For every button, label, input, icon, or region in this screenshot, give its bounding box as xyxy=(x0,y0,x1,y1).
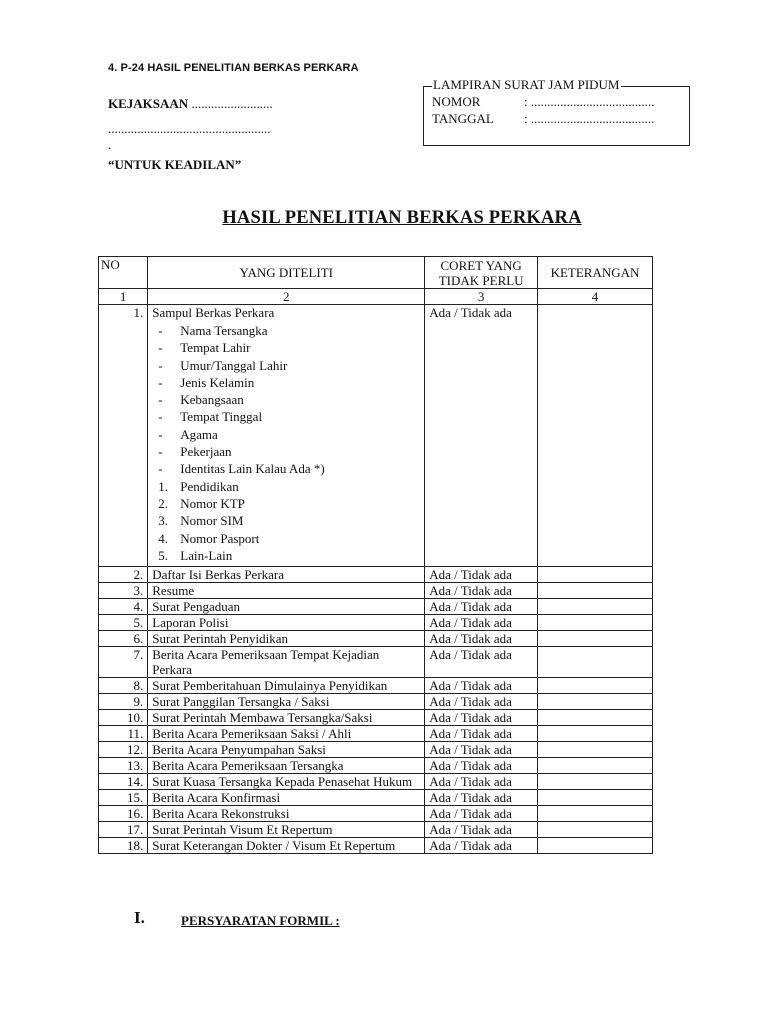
subitem-list xyxy=(152,322,420,564)
table-row xyxy=(99,774,653,790)
row-keterangan xyxy=(538,774,653,790)
lampiran-box xyxy=(423,86,690,146)
row-keterangan xyxy=(538,305,653,567)
row-number: 4. xyxy=(99,599,148,615)
header-coret: CORET YANG TIDAK PERLU xyxy=(425,257,538,289)
subitem xyxy=(152,426,420,443)
row-keterangan xyxy=(538,647,653,678)
subitem-mark: - xyxy=(158,444,163,460)
column-number: 4 xyxy=(538,289,653,305)
header-no: NO xyxy=(99,257,148,289)
row-number: 16. xyxy=(99,806,148,822)
section-label-persyaratan: PERSYARATAN FORMIL : xyxy=(181,913,340,928)
row-item xyxy=(148,305,425,567)
row-item: Surat Pengaduan xyxy=(148,599,425,615)
row-number: 14. xyxy=(99,774,148,790)
row-coret: Ada / Tidak ada xyxy=(425,758,538,774)
kejaksaan-dots: ......................... xyxy=(191,96,273,111)
row-keterangan xyxy=(538,567,653,583)
row-coret: Ada / Tidak ada xyxy=(425,567,538,583)
section-label: 4. P-24 HASIL PENELITIAN BERKAS PERKARA xyxy=(108,62,359,74)
subitem-text: Tempat Tinggal xyxy=(180,409,263,425)
row-coret: Ada / Tidak ada xyxy=(425,774,538,790)
table-row xyxy=(99,758,653,774)
subitem-mark: 5. xyxy=(158,547,169,563)
row-number: 11. xyxy=(99,726,148,742)
subitem-text: Agama xyxy=(180,426,218,442)
subitem-text: Nomor KTP xyxy=(180,495,245,511)
row-keterangan xyxy=(538,631,653,647)
row-item: Berita Acara Pemeriksaan Tempat Kejadian Perkara xyxy=(148,647,425,678)
table-row xyxy=(99,838,653,854)
motto: “UNTUK KEADILAN” xyxy=(108,157,242,172)
row-item: Surat Pemberitahuan Dimulainya Penyidikan xyxy=(148,678,425,694)
row-number: 10. xyxy=(99,710,148,726)
row-coret: Ada / Tidak ada xyxy=(425,615,538,631)
table-row xyxy=(99,647,653,678)
row-keterangan xyxy=(538,790,653,806)
row-number: 6. xyxy=(99,631,148,647)
row-coret: Ada / Tidak ada xyxy=(425,599,538,615)
subitem-text: Umur/Tanggal Lahir xyxy=(180,357,288,373)
column-number: 3 xyxy=(425,289,538,305)
section-numeral: I. xyxy=(134,908,145,927)
row-keterangan xyxy=(538,758,653,774)
header-keterangan: KETERANGAN xyxy=(538,257,653,289)
row-item: Berita Acara Rekonstruksi xyxy=(148,806,425,822)
row-keterangan xyxy=(538,694,653,710)
nomor-row xyxy=(432,94,654,110)
row-item: Daftar Isi Berkas Perkara xyxy=(148,567,425,583)
dotted-line: .................................................. xyxy=(108,121,271,136)
row-coret: Ada / Tidak ada xyxy=(425,838,538,854)
row-coret: Ada / Tidak ada xyxy=(425,822,538,838)
row-item: Surat Perintah Visum Et Repertum xyxy=(148,822,425,838)
row-keterangan xyxy=(538,710,653,726)
column-number-row xyxy=(99,289,653,305)
subitem xyxy=(152,460,420,477)
subitem-mark: - xyxy=(158,340,163,356)
subitem xyxy=(152,322,420,339)
row-keterangan xyxy=(538,822,653,838)
row-number: 8. xyxy=(99,678,148,694)
dotted-line-end: . xyxy=(108,137,112,152)
row-item: Laporan Polisi xyxy=(148,615,425,631)
subitem xyxy=(152,530,420,547)
row-number: 1. xyxy=(99,305,148,567)
subitem-text: Nama Tersangka xyxy=(180,323,268,338)
tanggal-row xyxy=(432,111,654,127)
subitem-mark: - xyxy=(158,357,163,373)
row-coret: Ada / Tidak ada xyxy=(425,647,538,678)
row-number: 18. xyxy=(99,838,148,854)
row-item: Berita Acara Pemeriksaan Tersangka xyxy=(148,758,425,774)
table-row xyxy=(99,710,653,726)
row-number: 7. xyxy=(99,647,148,678)
subitem-text: Nomor SIM xyxy=(180,513,244,529)
row-keterangan xyxy=(538,615,653,631)
row-number: 9. xyxy=(99,694,148,710)
subitem xyxy=(152,357,420,374)
row-number: 5. xyxy=(99,615,148,631)
subitem-mark: - xyxy=(158,323,163,338)
tanggal-value: : ...................................... xyxy=(524,111,655,126)
row-keterangan xyxy=(538,678,653,694)
row-coret: Ada / Tidak ada xyxy=(425,790,538,806)
subitem xyxy=(152,495,420,512)
kejaksaan-line xyxy=(108,96,273,112)
subitem-text: Lain-Lain xyxy=(180,547,233,563)
subitem-mark: - xyxy=(158,409,163,425)
table-row xyxy=(99,726,653,742)
subitem-mark: 3. xyxy=(158,513,169,529)
table-row xyxy=(99,305,653,567)
subitem-mark: 1. xyxy=(158,478,169,494)
subitem xyxy=(152,391,420,408)
subitem xyxy=(152,339,420,356)
row-item: Surat Panggilan Tersangka / Saksi xyxy=(148,694,425,710)
row-coret: Ada / Tidak ada xyxy=(425,678,538,694)
row-number: 17. xyxy=(99,822,148,838)
column-number: 1 xyxy=(99,289,148,305)
table-row xyxy=(99,599,653,615)
row-number: 12. xyxy=(99,742,148,758)
tanggal-label: TANGGAL xyxy=(432,111,494,126)
row-number: 2. xyxy=(99,567,148,583)
nomor-value: : ...................................... xyxy=(524,94,655,109)
row-number: 13. xyxy=(99,758,148,774)
subitem-text: Tempat Lahir xyxy=(180,340,251,356)
row-coret: Ada / Tidak ada xyxy=(425,305,538,567)
lampiran-title: LAMPIRAN SURAT JAM PIDUM xyxy=(433,77,620,92)
table-row xyxy=(99,678,653,694)
subitem xyxy=(152,512,420,529)
row-keterangan xyxy=(538,599,653,615)
subitem-text: Pekerjaan xyxy=(180,444,232,460)
row-keterangan xyxy=(538,806,653,822)
subitem xyxy=(152,547,420,564)
row-keterangan xyxy=(538,726,653,742)
subitem-mark: - xyxy=(158,374,163,390)
row-item: Surat Keterangan Dokter / Visum Et Repertum xyxy=(148,838,425,854)
row-number: 3. xyxy=(99,583,148,599)
penelitian-table xyxy=(98,256,653,854)
document-title: HASIL PENELITIAN BERKAS PERKARA xyxy=(222,208,582,228)
row-item: Surat Perintah Penyidikan xyxy=(148,631,425,647)
nomor-label: NOMOR xyxy=(432,94,481,109)
row-item: Berita Acara Konfirmasi xyxy=(148,790,425,806)
header-item: YANG DITELITI xyxy=(148,257,425,289)
table-row xyxy=(99,694,653,710)
table-row xyxy=(99,822,653,838)
table-row xyxy=(99,583,653,599)
row-keterangan xyxy=(538,838,653,854)
row-coret: Ada / Tidak ada xyxy=(425,726,538,742)
row-coret: Ada / Tidak ada xyxy=(425,631,538,647)
subitem-text: Identitas Lain Kalau Ada *) xyxy=(180,461,325,477)
column-number: 2 xyxy=(148,289,425,305)
row-coret: Ada / Tidak ada xyxy=(425,806,538,822)
subitem-mark: - xyxy=(158,392,163,408)
subitem-text: Nomor Pasport xyxy=(180,530,260,546)
row-item: Berita Acara Penyumpahan Saksi xyxy=(148,742,425,758)
subitem-text: Jenis Kelamin xyxy=(180,374,255,390)
row-keterangan xyxy=(538,742,653,758)
table-row xyxy=(99,790,653,806)
subitem xyxy=(152,478,420,495)
subitem-text: Kebangsaan xyxy=(180,392,244,408)
row-item: Surat Kuasa Tersangka Kepada Penasehat Hukum xyxy=(148,774,425,790)
subitem-mark: - xyxy=(158,426,163,442)
row-item: Surat Perintah Membawa Tersangka/Saksi xyxy=(148,710,425,726)
table-row xyxy=(99,567,653,583)
subitem-mark: - xyxy=(158,461,163,477)
row-item: Berita Acara Pemeriksaan Saksi / Ahli xyxy=(148,726,425,742)
row-item-title: Sampul Berkas Perkara xyxy=(152,305,275,320)
row-number: 15. xyxy=(99,790,148,806)
table-row xyxy=(99,615,653,631)
row-item: Resume xyxy=(148,583,425,599)
row-keterangan xyxy=(538,583,653,599)
subitem xyxy=(152,374,420,391)
subitem-mark: 2. xyxy=(158,495,169,511)
subitem xyxy=(152,408,420,425)
row-coret: Ada / Tidak ada xyxy=(425,694,538,710)
row-coret: Ada / Tidak ada xyxy=(425,583,538,599)
subitem-mark: 4. xyxy=(158,530,169,546)
subitem-text: Pendidikan xyxy=(180,478,239,494)
table-row xyxy=(99,742,653,758)
row-coret: Ada / Tidak ada xyxy=(425,742,538,758)
subitem xyxy=(152,443,420,460)
table-row xyxy=(99,631,653,647)
kejaksaan-label: KEJAKSAAN xyxy=(108,96,189,111)
table-row xyxy=(99,806,653,822)
table-header-row xyxy=(99,257,653,289)
row-coret: Ada / Tidak ada xyxy=(425,710,538,726)
